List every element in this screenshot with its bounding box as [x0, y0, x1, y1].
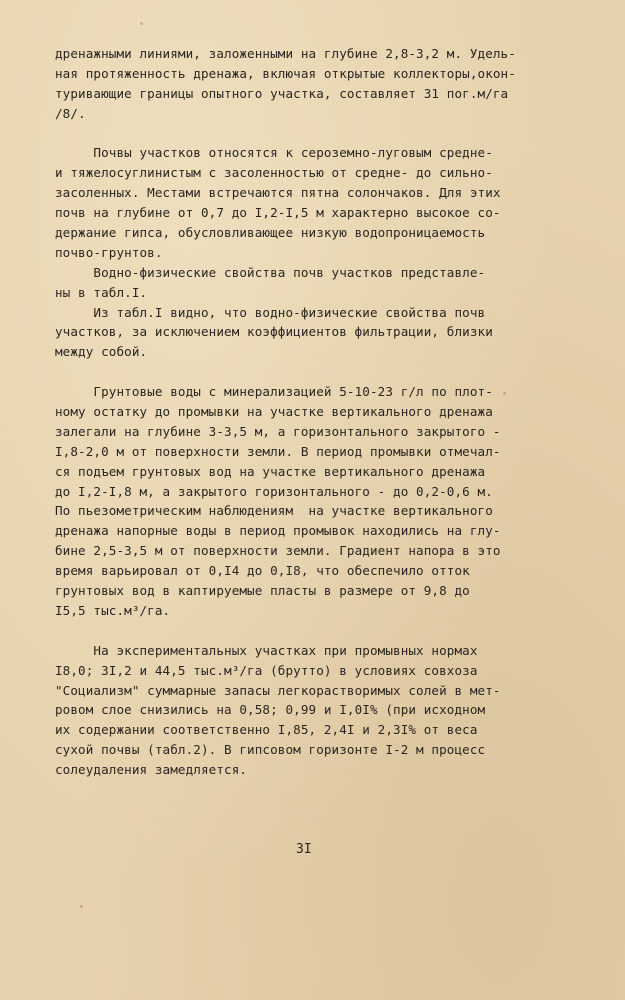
paper-speck [140, 22, 143, 25]
text-line: По пьезометрическим наблюдениям на участке вертикального [55, 503, 493, 519]
text-line: I5,5 тыс.м³/га. [55, 602, 171, 618]
text-line: их содержании соответственно I,85, 2,4I и 2,3I% от веса [55, 722, 478, 738]
body-text [55, 44, 555, 780]
text-line: почв на глубине от 0,7 до I,2-I,5 м характерно высокое со- [55, 205, 501, 221]
paragraph-gap [55, 124, 555, 144]
text-line: Почвы участков относятся к сероземно-луговым средне- [55, 145, 493, 161]
text-line: I8,0; 3I,2 и 44,5 тыс.м³/га (брутто) в условиях совхоза [55, 662, 478, 678]
text-line: ная протяженность дренажа, включая открытые коллекторы,окон- [55, 65, 516, 81]
text-line: ному остатку до промывки на участке вертикального дренажа [55, 404, 493, 420]
text-line: Водно-физические свойства почв участков представле- [55, 264, 486, 280]
paragraph-gap [55, 621, 555, 641]
text-line: залегали на глубине 3-3,5 м, а горизонтального закрытого - [55, 423, 501, 439]
text-line: /8/. [55, 105, 86, 121]
text-line: сухой почвы (табл.2). В гипсовом горизонте I-2 м процесс [55, 742, 486, 758]
text-line: время варьировал от 0,I4 до 0,I8, что обеспечило отток [55, 563, 470, 579]
paper-speck [503, 392, 506, 395]
text-line: бине 2,5-3,5 м от поверхности земли. Градиент напора в это [55, 543, 501, 559]
text-line: "Социализм" суммарные запасы легкорастворимых солей в мет- [55, 682, 501, 698]
text-line: между собой. [55, 344, 148, 360]
text-line: дренажными линиями, заложенными на глубине 2,8-3,2 м. Удель- [55, 46, 516, 61]
text-line: грунтовых вод в каптируемые пласты в размере от 9,8 до [55, 583, 470, 599]
page-number: 3I [296, 842, 312, 857]
text-line: почво-грунтов. [55, 244, 163, 260]
text-line: держание гипса, обусловливающее низкую водопроницаемость [55, 225, 486, 241]
paragraph-gap [55, 362, 555, 382]
text-line: до I,2-I,8 м, а закрытого горизонтального - до 0,2-0,6 м. [55, 483, 493, 499]
text-line: участков, за исключением коэффициентов фильтрации, близки [55, 324, 493, 340]
text-line: дренажа напорные воды в период промывок находились на глу- [55, 523, 501, 539]
text-line: ны в табл.I. [55, 284, 148, 300]
paper-speck [80, 905, 83, 908]
text-line: Из табл.I видно, что водно-физические свойства почв [55, 304, 486, 320]
text-line: ровом слое снизились на 0,58; 0,99 и I,0I% (при исходном [55, 702, 486, 718]
text-line: ся подъем грунтовых вод на участке вертикального дренажа [55, 463, 486, 479]
text-line: I,8-2,0 м от поверхности земли. В период промывки отмечал- [55, 443, 501, 459]
text-line: и тяжелосуглинистым с засоленностью от средне- до сильно- [55, 165, 493, 181]
text-line: солеудаления замедляется. [55, 762, 248, 778]
text-line: Грунтовые воды с минерализацией 5-10-23 г/л по плот- [55, 384, 493, 400]
text-line: туривающие границы опытного участка, составляет 31 пог.м/га [55, 85, 509, 101]
text-line: На экспериментальных участках при промывных нормах [55, 642, 478, 658]
text-line: засоленных. Местами встречаются пятна солончаков. Для этих [55, 185, 501, 201]
